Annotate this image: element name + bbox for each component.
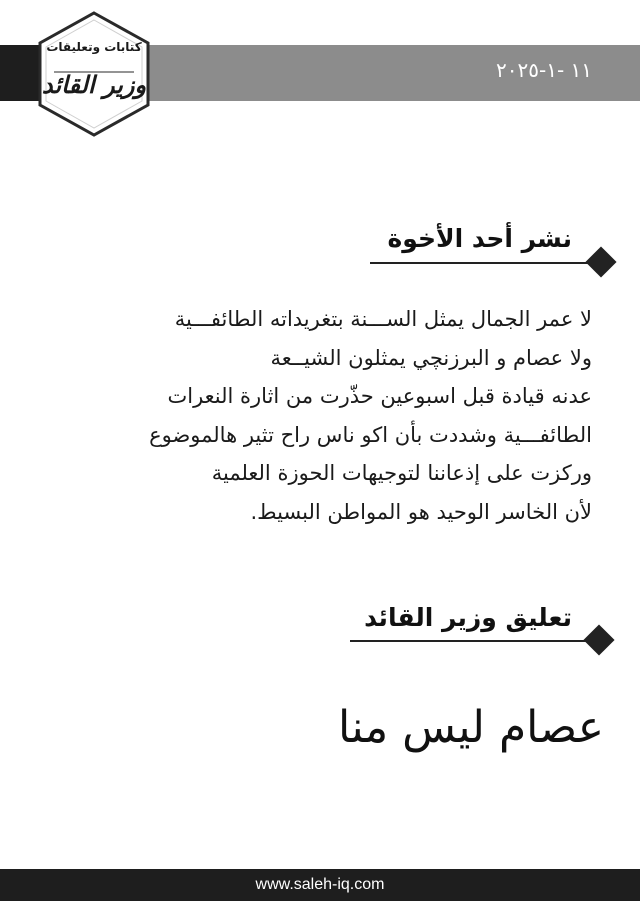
diamond-icon: [583, 624, 614, 655]
logo-caption: كتابات وتعليقات: [46, 40, 142, 54]
comment-title: تعليق وزير القائد: [364, 603, 572, 632]
post-line: الطائفـــية وشددت بأن اكو ناس راح تثير هالموضوع: [149, 422, 592, 447]
post-date: ١١ -١-٢٠٢٥: [496, 58, 592, 82]
footer-bar: [0, 869, 640, 901]
website-link[interactable]: www.saleh-iq.com: [255, 876, 385, 893]
comment-title-underline: [350, 640, 600, 642]
post-line: لأن الخاسر الوحيد هو المواطن البسيط.: [250, 499, 592, 524]
comment-text: عصام ليس منا: [337, 702, 604, 753]
post-body: [32, 300, 592, 531]
post-line: لا عمر الجمال يمثل الســـنة بتغريداته الطائفـــية: [174, 307, 592, 331]
post-title-underline: [370, 262, 602, 264]
post-line: عدنه قيادة قبل اسبوعين حذّرت من اثارة النعرات: [167, 384, 592, 408]
logo-calligraphy: وزير القائد: [41, 70, 147, 99]
post-line: وركزت على إذعاننا لتوجيهات الحوزة العلمية: [211, 461, 592, 485]
post-line: ولا عصام و البرزنچي يمثلون الشيــعة: [270, 345, 592, 370]
diamond-icon: [585, 246, 616, 277]
post-title: نشر أحد الأخوة: [387, 224, 572, 253]
